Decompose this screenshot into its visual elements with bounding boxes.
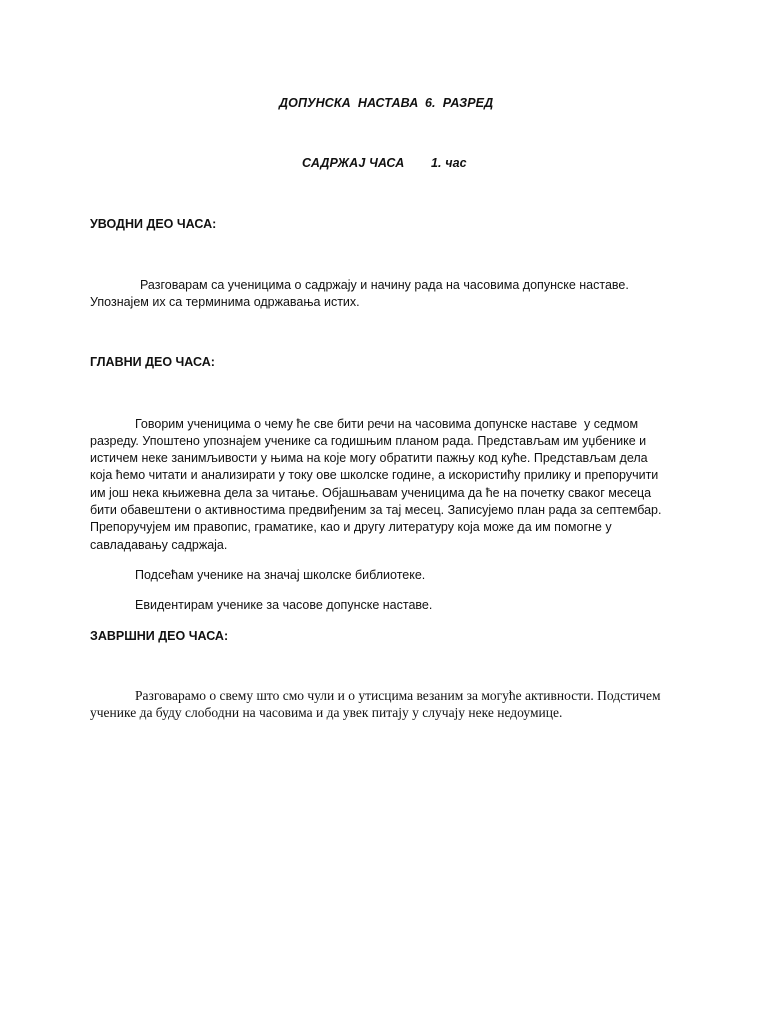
doc-title-grade: 6. РАЗРЕД <box>425 96 494 110</box>
closing-line-1: Разговарамо о свему што смо чули и о утисцима везаним за могуће активности. Подстичем <box>135 688 661 703</box>
main-line-1: Говорим ученицима о чему ће све бити речи на часовима допунске наставе у седмом <box>135 417 639 431</box>
intro-line-2: Упознајем их са терминима одржавања истих. <box>90 295 360 309</box>
intro-heading: УВОДНИ ДЕО ЧАСА: <box>90 217 217 231</box>
main-reminder: Подсећам ученике на значај школске библиотеке. <box>135 568 426 582</box>
doc-subtitle-content: САДРЖАЈ ЧАСА <box>302 156 405 170</box>
doc-title-subject: ДОПУНСКА НАСТАВА <box>279 96 419 110</box>
main-line-3: истичем неке занимљивости у њима на које могу обратити пажњу код куће. Представљам дела <box>90 451 648 465</box>
closing-line-2: ученике да буду слободни на часовима и да увек питају у случају неке недоумице. <box>90 705 563 720</box>
main-line-4: која ћемо читати и анализирати у току ове школске године, а искористићу прилику и препоручити <box>90 468 659 482</box>
closing-heading: ЗАВРШНИ ДЕО ЧАСА: <box>90 629 229 643</box>
intro-line-1: Разговарам са ученицима о садржају и начину рада на часовима допунске наставе. <box>140 278 629 292</box>
main-line-2: разреду. Упоштено упознајем ученике са годишњим планом рада. Представљам им уџбенике и <box>90 434 647 448</box>
main-heading: ГЛАВНИ ДЕО ЧАСА: <box>90 355 215 369</box>
doc-subtitle-lesson: 1. час <box>431 156 467 170</box>
main-line-5: им још нека књижевна дела за читање. Објашњавам ученицима да ће на почетку сваког месеца <box>90 486 652 500</box>
main-record: Евидентирам ученике за часове допунске наставе. <box>135 598 433 612</box>
main-line-7: Препоручујем им правопис, граматике, као и другу литературу која може да им помогне у <box>90 520 612 534</box>
main-line-8: савладавању садржаја. <box>90 538 228 552</box>
main-line-6: бити обавештени о активностима предвиђеним за тај месец. Записујемо план рада за септембар. <box>90 503 662 517</box>
